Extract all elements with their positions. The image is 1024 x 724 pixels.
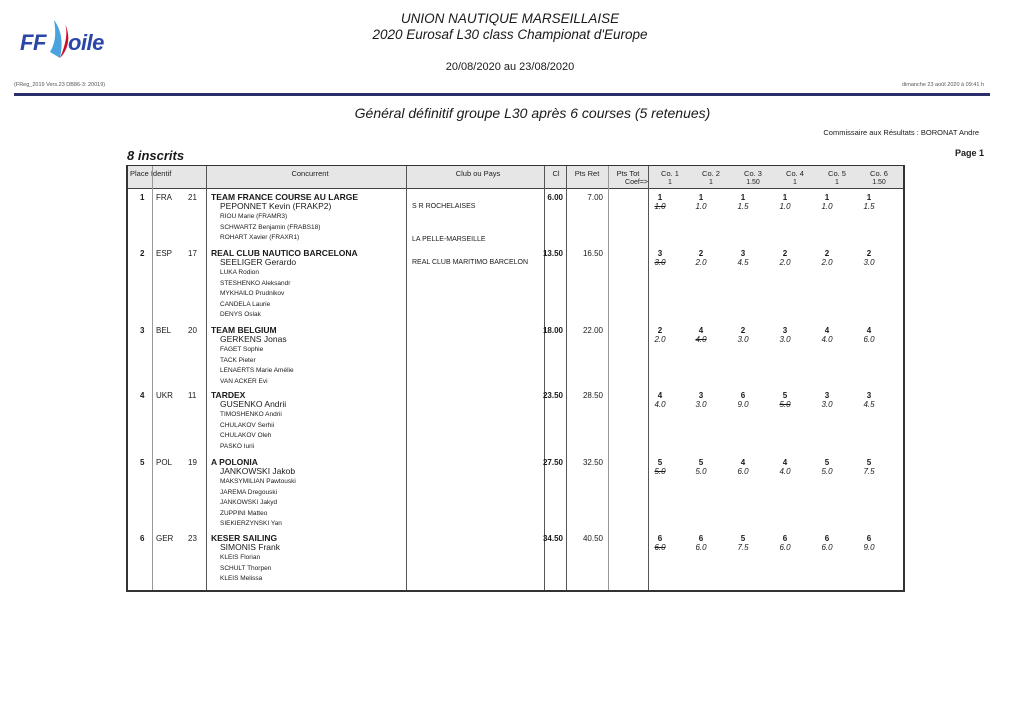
- skipper-name: SEELIGER Gerardo: [220, 257, 297, 267]
- race-points: 3.0: [779, 335, 791, 344]
- header-race-6: Co. 6: [870, 169, 888, 178]
- header-race-4: Co. 4: [786, 169, 804, 178]
- logo-ff: FF: [20, 30, 46, 55]
- team-name: REAL CLUB NAUTICO BARCELONA: [211, 248, 358, 258]
- club-name: REAL CLUB MARITIMO BARCELON: [412, 259, 529, 266]
- header-coef-6: 1.50: [872, 179, 886, 186]
- club-name: LA PELLE-MARSEILLE: [412, 236, 486, 243]
- race-rank: 6: [740, 391, 746, 400]
- skipper-name: SIMONIS Frank: [220, 542, 280, 552]
- race-points-discarded: 5.0: [779, 400, 791, 409]
- race-rank: 4: [866, 326, 872, 335]
- nationality: GER: [156, 534, 174, 543]
- place: 4: [140, 391, 145, 400]
- crew-member: RIOU Marie (FRAMR3): [220, 213, 288, 220]
- race-points: 2.0: [779, 258, 791, 267]
- race-rank: 2: [740, 326, 746, 335]
- crew-member: PASKO Iurii: [220, 442, 255, 450]
- race-rank: 5: [740, 534, 746, 543]
- race-points: 9.0: [863, 543, 875, 552]
- race-points-discarded: 5.0: [654, 467, 666, 476]
- crew-member: ZUPPINI Matteo: [220, 509, 268, 517]
- race-points: 7.5: [737, 543, 749, 552]
- sail-number: 19: [188, 458, 197, 467]
- header-coef-5: 1: [835, 179, 839, 186]
- race-rank: 3: [740, 249, 746, 258]
- race-points-discarded: 1.0: [654, 202, 666, 211]
- race-rank: 5: [866, 458, 872, 467]
- program-version: (FReg_2019 Vers.23 DB86-3: 20019): [14, 82, 106, 88]
- race-rank: 6: [824, 534, 830, 543]
- header-cl: Cl: [552, 169, 560, 178]
- points-retained: 27.50: [542, 458, 563, 467]
- team-name: A POLONIA: [211, 457, 258, 467]
- nationality: ESP: [156, 249, 173, 258]
- place: 3: [140, 326, 145, 335]
- skipper-name: PEPONNET Kevin (FRAKP2): [220, 201, 332, 211]
- race-points: 3.0: [737, 335, 749, 344]
- nationality: POL: [156, 458, 173, 467]
- col-divider: [152, 166, 153, 590]
- race-points: 6.0: [737, 467, 749, 476]
- crew-member: SCHWARTZ Benjamin (FRABS18): [220, 223, 321, 231]
- crew-member: LENAERTS Marie Amélie: [220, 367, 294, 374]
- race-rank: 6: [782, 534, 788, 543]
- col-divider: [406, 166, 407, 590]
- race-rank: 2: [698, 249, 704, 258]
- logo-oile: oile: [68, 30, 104, 55]
- points-retained: 34.50: [542, 534, 563, 543]
- race-rank: 5: [782, 391, 788, 400]
- points-total: 40.50: [582, 534, 603, 543]
- crew-member: SCHULT Thorpen: [220, 564, 272, 572]
- race-rank: 4: [824, 326, 830, 335]
- race-points: 4.0: [654, 400, 666, 409]
- race-points: 4.0: [821, 335, 833, 344]
- race-rank: 2: [866, 249, 872, 258]
- race-points: 2.0: [654, 335, 666, 344]
- race-rank: 2: [657, 326, 663, 335]
- crew-member: FAGET Sophie: [220, 346, 264, 353]
- race-points: 3.0: [821, 400, 833, 409]
- col-divider: [648, 166, 649, 590]
- header-concurrent: Concurrent: [291, 169, 329, 178]
- team-name: KESER SAILING: [211, 533, 278, 543]
- race-rank: 1: [866, 193, 872, 202]
- race-points: 4.5: [737, 258, 749, 267]
- sail-number: 11: [188, 391, 197, 400]
- header-race-3: Co. 3: [744, 169, 762, 178]
- points-total: 32.50: [582, 458, 603, 467]
- crew-member: MYKHAILO Prudnikov: [220, 290, 285, 297]
- header-pts-tot: Pts Tot: [616, 169, 640, 178]
- race-points-discarded: 6.0: [654, 543, 666, 552]
- race-rank: 1: [698, 193, 704, 202]
- race-rank: 3: [782, 326, 788, 335]
- header-coef-4: 1: [793, 179, 797, 186]
- race-rank: 6: [698, 534, 704, 543]
- crew-member: JANKOWSKI Jakyd: [220, 499, 278, 506]
- points-retained: 13.50: [542, 249, 563, 258]
- points-retained: 18.00: [542, 326, 563, 335]
- crew-member: TACK Pieter: [220, 356, 256, 364]
- race-points: 2.0: [695, 258, 707, 267]
- race-points: 9.0: [737, 400, 749, 409]
- event-dates: 20/08/2020 au 23/08/2020: [445, 61, 575, 73]
- race-rank: 2: [824, 249, 830, 258]
- header-club: Club ou Pays: [455, 169, 501, 178]
- race-rank: 3: [866, 391, 872, 400]
- sail-number: 21: [188, 193, 197, 202]
- race-points: 1.0: [779, 202, 791, 211]
- race-rank: 4: [657, 391, 663, 400]
- race-points: 6.0: [863, 335, 875, 344]
- skipper-name: JANKOWSKI Jakob: [220, 466, 296, 476]
- event-name: 2020 Eurosaf L30 class Championat d'Europe: [372, 27, 648, 42]
- race-rank: 3: [824, 391, 830, 400]
- team-name: TARDEX: [211, 390, 246, 400]
- place: 1: [140, 193, 145, 202]
- race-points: 6.0: [821, 543, 833, 552]
- race-points: 6.0: [779, 543, 791, 552]
- crew-member: CHULAKOV Oleh: [220, 432, 272, 439]
- crew-member: CANDELA Laurie: [220, 300, 271, 308]
- sail-number: 20: [188, 326, 197, 335]
- header-race-5: Co. 5: [828, 169, 846, 178]
- entries-count: 8 inscrits: [127, 148, 185, 163]
- place: 5: [140, 458, 145, 467]
- club-name: S R ROCHELAISES: [412, 203, 476, 210]
- race-rank: 6: [657, 534, 663, 543]
- col-divider: [206, 166, 207, 590]
- header-pts-ret: Pts Ret: [574, 169, 600, 178]
- header-race-1: Co. 1: [661, 169, 679, 178]
- race-rank: 5: [824, 458, 830, 467]
- results-subtitle: Général définitif groupe L30 après 6 courses (5 retenues): [354, 105, 711, 121]
- header-rule: [14, 93, 990, 96]
- sail-number: 17: [188, 249, 197, 258]
- event-title: [300, 11, 720, 43]
- race-rank: 6: [866, 534, 872, 543]
- ffvoile-logo: [20, 18, 120, 62]
- header-place-identif: Place Identif: [130, 169, 172, 178]
- race-points: 1.5: [863, 202, 875, 211]
- points-total: 16.50: [582, 249, 603, 258]
- col-divider: [544, 166, 545, 590]
- crew-member: MAKSYMILIAN Pawtouski: [220, 478, 296, 485]
- nationality: UKR: [156, 391, 173, 400]
- race-points: 1.0: [695, 202, 707, 211]
- skipper-name: GERKENS Jonas: [220, 334, 287, 344]
- commissaire: Commissaire aux Résultats : BORONAT Andre: [823, 128, 979, 137]
- race-rank: 3: [698, 391, 704, 400]
- race-points: 4.5: [863, 400, 875, 409]
- crew-member: STESHENKO Aleksandr: [220, 279, 291, 287]
- place: 6: [140, 534, 145, 543]
- place: 2: [140, 249, 145, 258]
- header-coef: Coef=>: [625, 179, 648, 186]
- results-table: [126, 165, 905, 592]
- crew-member: DENYS Oslak: [220, 311, 261, 318]
- race-points: 6.0: [695, 543, 707, 552]
- crew-member: ROHART Xavier (FRAXR1): [220, 234, 300, 241]
- race-points-discarded: 3.0: [654, 258, 666, 267]
- race-rank: 2: [782, 249, 788, 258]
- race-rank: 4: [782, 458, 788, 467]
- race-points-discarded: 4.0: [695, 335, 707, 344]
- race-points: 3.0: [863, 258, 875, 267]
- generated-at: dimanche 23 août 2020 à 09:41 h: [902, 82, 984, 88]
- sail-number: 23: [188, 534, 197, 543]
- points-total: 7.00: [587, 193, 603, 202]
- crew-member: TIMOSHENKO Andrii: [220, 411, 282, 418]
- header-coef-3: 1.50: [746, 179, 760, 186]
- race-points: 3.0: [695, 400, 707, 409]
- race-points: 1.5: [737, 202, 749, 211]
- col-divider: [608, 166, 609, 590]
- race-rank: 5: [657, 458, 663, 467]
- crew-member: SIEKIERZYNSKI Yan: [220, 520, 282, 527]
- crew-member: LUKA Rodion: [220, 269, 260, 276]
- nationality: FRA: [156, 193, 172, 202]
- points-retained: 23.50: [542, 391, 563, 400]
- points-retained: 6.00: [547, 193, 563, 202]
- skipper-name: GUSENKO Andrii: [220, 399, 287, 409]
- team-name: TEAM FRANCE COURSE AU LARGE: [211, 192, 359, 202]
- race-rank: 1: [782, 193, 788, 202]
- race-rank: 4: [698, 326, 704, 335]
- points-total: 22.00: [582, 326, 603, 335]
- race-rank: 1: [824, 193, 830, 202]
- header-coef-1: 1: [668, 179, 672, 186]
- club-name: UNION NAUTIQUE MARSEILLAISE: [400, 11, 620, 26]
- crew-member: JAREMA Dregouski: [220, 488, 278, 496]
- team-name: TEAM BELGIUM: [211, 325, 277, 335]
- header-coef-2: 1: [709, 179, 713, 186]
- race-rank: 5: [698, 458, 704, 467]
- nationality: BEL: [156, 326, 172, 335]
- crew-member: KLEIS Melissa: [220, 575, 263, 582]
- page-number: Page 1: [954, 148, 984, 158]
- crew-member: VAN ACKER Evi: [220, 377, 268, 385]
- race-rank: 4: [740, 458, 746, 467]
- race-points: 7.5: [863, 467, 875, 476]
- crew-member: KLEIS Florian: [220, 554, 261, 561]
- crew-member: CHULAKOV Serhii: [220, 421, 275, 429]
- table-header: [128, 166, 903, 189]
- header-race-2: Co. 2: [702, 169, 720, 178]
- race-rank: 1: [740, 193, 746, 202]
- race-points: 5.0: [821, 467, 833, 476]
- race-points: 4.0: [779, 467, 791, 476]
- race-rank: 3: [657, 249, 663, 258]
- race-points: 2.0: [821, 258, 833, 267]
- race-points: 5.0: [695, 467, 707, 476]
- points-total: 28.50: [582, 391, 603, 400]
- race-rank: 1: [657, 193, 663, 202]
- col-divider: [566, 166, 567, 590]
- race-points: 1.0: [821, 202, 833, 211]
